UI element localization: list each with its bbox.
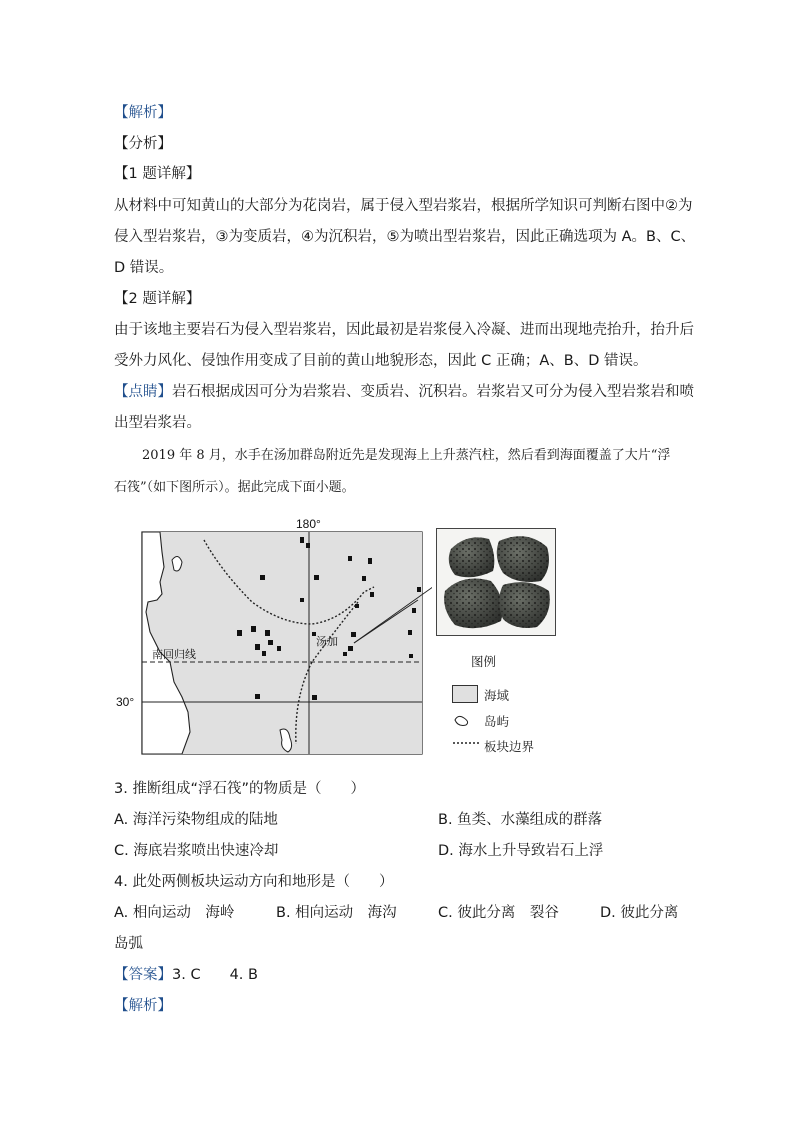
q3-option-c: C. 海底岩浆喷出快速冷却 bbox=[114, 843, 279, 859]
legend-title: 图例 bbox=[471, 654, 497, 669]
q3-stem: 3. 推断组成“浮石筏”的物质是（ ） bbox=[114, 781, 365, 797]
q2-detail-line2: 受外力风化、侵蚀作用变成了目前的黄山地貌形态，因此 C 正确；A、B、D 错误。 bbox=[114, 353, 648, 369]
q4-option-d: D. 彼此分离 bbox=[600, 905, 679, 921]
tonga-map bbox=[112, 512, 432, 762]
q2-detail-line1: 由于该地主要岩石为侵入型岩浆岩，因此最初是岩浆侵入冷凝、进而出现地壳抬升，抬升后 bbox=[114, 322, 694, 338]
material-line1: 2019 年 8 月，水手在汤加群岛附近先是发现海上上升蒸汽柱，然后看到海面覆盖了大片“浮 bbox=[142, 448, 671, 463]
dianjing-line2: 出型岩浆岩。 bbox=[114, 415, 201, 431]
dianjing-tag: 【点睛】 bbox=[114, 384, 172, 400]
legend-island-label: 岛屿 bbox=[484, 714, 510, 729]
legend-boundary-icon bbox=[452, 738, 480, 748]
tropic-label: 南回归线 bbox=[152, 648, 196, 661]
analysis-tag: 【解析】 bbox=[114, 105, 172, 121]
legend-sea-label: 海域 bbox=[484, 688, 510, 703]
q4-option-a: A. 相向运动 海岭 bbox=[114, 905, 235, 921]
legend-boundary-label: 板块边界 bbox=[484, 739, 535, 754]
material-line2: 石筏”（如下图所示）。据此完成下面小题。 bbox=[114, 480, 355, 495]
tonga-label: 汤加 bbox=[316, 635, 338, 648]
q4-option-c: C. 彼此分离 裂谷 bbox=[438, 905, 559, 921]
q1-detail-line3: D 错误。 bbox=[114, 260, 174, 276]
q3-option-b: B. 鱼类、水藻组成的群落 bbox=[438, 812, 603, 828]
lon-label: 180° bbox=[296, 517, 321, 531]
q1-detail-heading: 【1 题详解】 bbox=[114, 166, 201, 182]
q2-detail-heading: 【2 题详解】 bbox=[114, 291, 201, 307]
q4-option-b: B. 相向运动 海沟 bbox=[276, 905, 397, 921]
analysis-tag-2: 【解析】 bbox=[114, 998, 172, 1014]
q3-option-d: D. 海水上升导致岩石上浮 bbox=[438, 843, 604, 859]
q3-option-a: A. 海洋污染物组成的陆地 bbox=[114, 812, 278, 828]
pumice-photo bbox=[436, 528, 556, 636]
q1-detail-line2: 侵入型岩浆岩，③为变质岩，④为沉积岩，⑤为喷出型岩浆岩，因此正确选项为 A。B、C、 bbox=[114, 229, 696, 245]
lat-label: 30° bbox=[116, 695, 135, 709]
q4-stem: 4. 此处两侧板块运动方向和地形是（ ） bbox=[114, 874, 394, 890]
dianjing-text: 岩石根据成因可分为岩浆岩、变质岩、沉积岩。岩浆岩又可分为侵入型岩浆岩和喷 bbox=[172, 384, 694, 400]
q1-detail-line1: 从材料中可知黄山的大部分为花岗岩，属于侵入型岩浆岩，根据所学知识可判断右图中②为 bbox=[114, 198, 693, 214]
fenxi-heading: 【分析】 bbox=[114, 136, 172, 152]
answer-line bbox=[114, 965, 258, 985]
legend-sea-swatch bbox=[452, 685, 478, 703]
answer-text: 3. C 4. B bbox=[172, 967, 258, 983]
pumice-rocks-image bbox=[437, 529, 555, 635]
dianjing-line1 bbox=[114, 382, 694, 402]
q4-option-d-cont: 岛弧 bbox=[114, 936, 143, 952]
answer-tag: 【答案】 bbox=[114, 967, 172, 983]
legend-island-icon bbox=[452, 712, 478, 728]
